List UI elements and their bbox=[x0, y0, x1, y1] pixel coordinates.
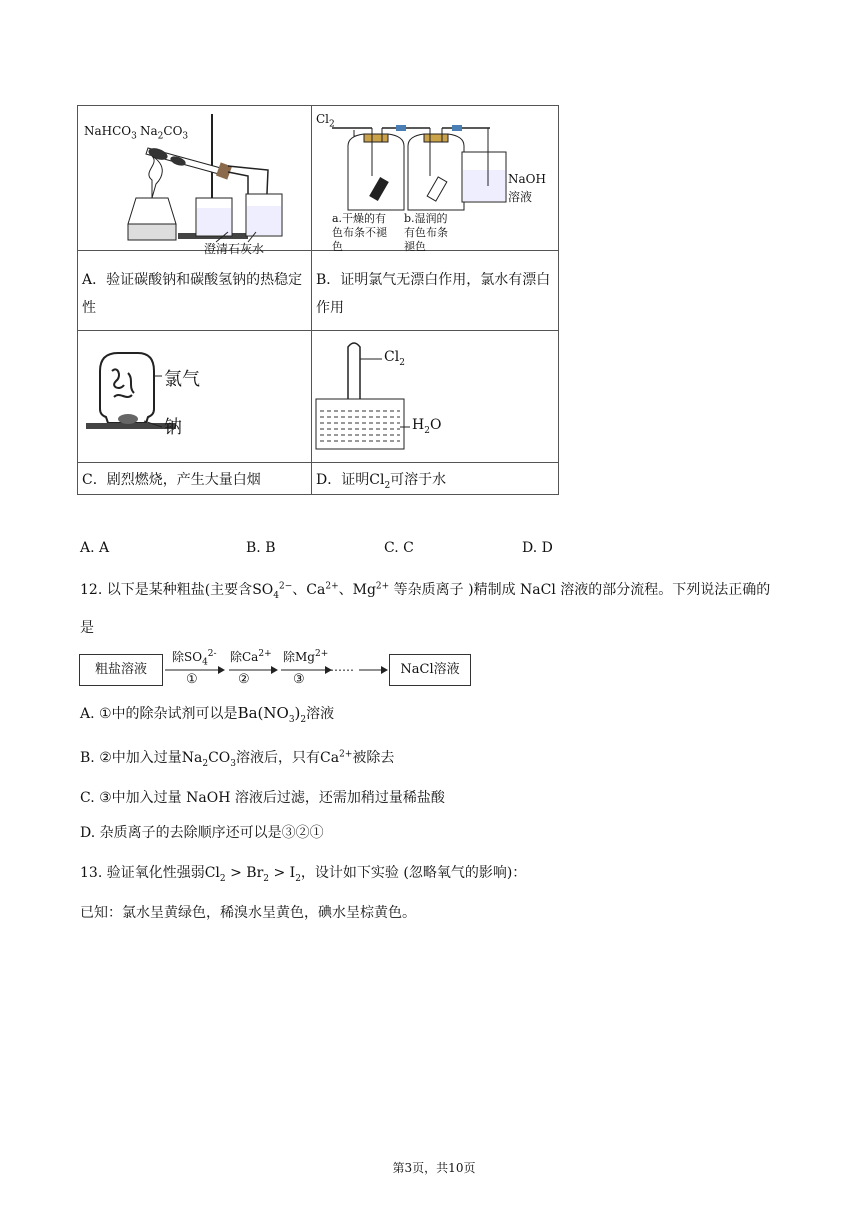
cl2-inlet-label: $Cl_2$ bbox=[316, 112, 335, 130]
figure-c-apparatus bbox=[78, 331, 311, 462]
caption-c: C．剧烈燃烧，产生大量白烟 bbox=[82, 472, 261, 488]
q12-option-b: B. ②中加入过量$Na_2CO_3$溶液后，只有$Ca^{2+}$被除去 bbox=[80, 749, 395, 769]
nahco3-label: NaHCO$_3$ bbox=[84, 124, 137, 142]
flow-dots: …… bbox=[330, 660, 354, 674]
figure-c bbox=[78, 331, 311, 462]
q13-stem: 13. 验证氧化性强弱$Cl_2 > Br_2 > I_2$，设计如下实验 (忽略氧气的影响)： bbox=[80, 865, 527, 884]
figure-d bbox=[312, 331, 560, 462]
option-table bbox=[77, 105, 559, 495]
flow-step3-num: ③ bbox=[293, 672, 305, 687]
q11-option-b: B. B bbox=[246, 540, 276, 556]
na2co3-label: $Na_2CO_3$ bbox=[140, 124, 189, 142]
q11-option-c: C. C bbox=[384, 540, 414, 556]
flow-end-box: NaCl溶液 bbox=[389, 654, 471, 686]
limewater-label: 澄清石灰水 bbox=[204, 242, 265, 256]
note-a-line1: a.干燥的有 bbox=[332, 212, 387, 225]
cl2-tube-label: $Cl_2$ bbox=[384, 349, 405, 368]
figure-d-apparatus bbox=[312, 331, 560, 462]
naoh-solution-label: 溶液 bbox=[508, 190, 533, 204]
sodium-label: 钠 bbox=[164, 417, 182, 438]
table-divider-3 bbox=[78, 462, 558, 463]
naoh-label: NaOH bbox=[508, 172, 546, 186]
chlorine-label: 氯气 bbox=[164, 369, 200, 390]
flow-step1-num: ① bbox=[186, 672, 198, 687]
caption-d: D．证明$Cl_2$可溶于水 bbox=[316, 472, 447, 491]
table-divider-1 bbox=[78, 250, 558, 251]
note-b-line1: b.湿润的 bbox=[404, 212, 448, 225]
q12-option-a: A. ①中的除杂试剂可以是$Ba(NO_3)_2$溶液 bbox=[80, 704, 335, 725]
flow-step2-num: ② bbox=[238, 672, 250, 687]
flow-step1-label: 除$SO_4^{2-}$ bbox=[172, 649, 217, 668]
h2o-label: $H_2O$ bbox=[412, 417, 442, 436]
q12-stem: 12. 以下是某种粗盐(主要含$SO_4^{2-}$、$Ca^{2+}$、$Mg^{2+}$ 等杂质离子 )精制成 NaCl 溶液的部分流程。下列说法正确的 bbox=[80, 581, 771, 601]
flow-start-box: 粗盐溶液 bbox=[79, 654, 163, 686]
caption-a: A．验证碳酸钠和碳酸氢钠的热稳定性 bbox=[82, 272, 303, 316]
q12-option-c: C. ③中加入过量 NaOH 溶液后过滤，还需加稍过量稀盐酸 bbox=[80, 790, 445, 806]
note-a-line2: 色布条不褪 bbox=[332, 226, 387, 239]
flow-step2-label: 除$Ca^{2+}$ bbox=[230, 649, 272, 664]
figure-a bbox=[78, 106, 311, 256]
q13-known: 已知：氯水呈黄绿色，稀溴水呈黄色，碘水呈棕黄色。 bbox=[80, 905, 416, 921]
q11-option-a: A. A bbox=[80, 540, 110, 556]
figure-b bbox=[312, 106, 560, 253]
note-a-line3: 色 bbox=[332, 240, 343, 253]
note-b-line3: 褪色 bbox=[404, 240, 426, 253]
page-footer: 第3页，共10页 bbox=[392, 1161, 476, 1175]
q11-option-d: D. D bbox=[522, 540, 553, 556]
q12-option-d: D. 杂质离子的去除顺序还可以是③②① bbox=[80, 825, 324, 841]
q12-stem-cont: 是 bbox=[80, 620, 94, 636]
flow-step3-label: 除$Mg^{2+}$ bbox=[283, 649, 329, 664]
note-b-line2: 有色布条 bbox=[404, 226, 448, 239]
caption-b: B．证明氯气无漂白作用，氯水有漂白作用 bbox=[316, 272, 551, 316]
